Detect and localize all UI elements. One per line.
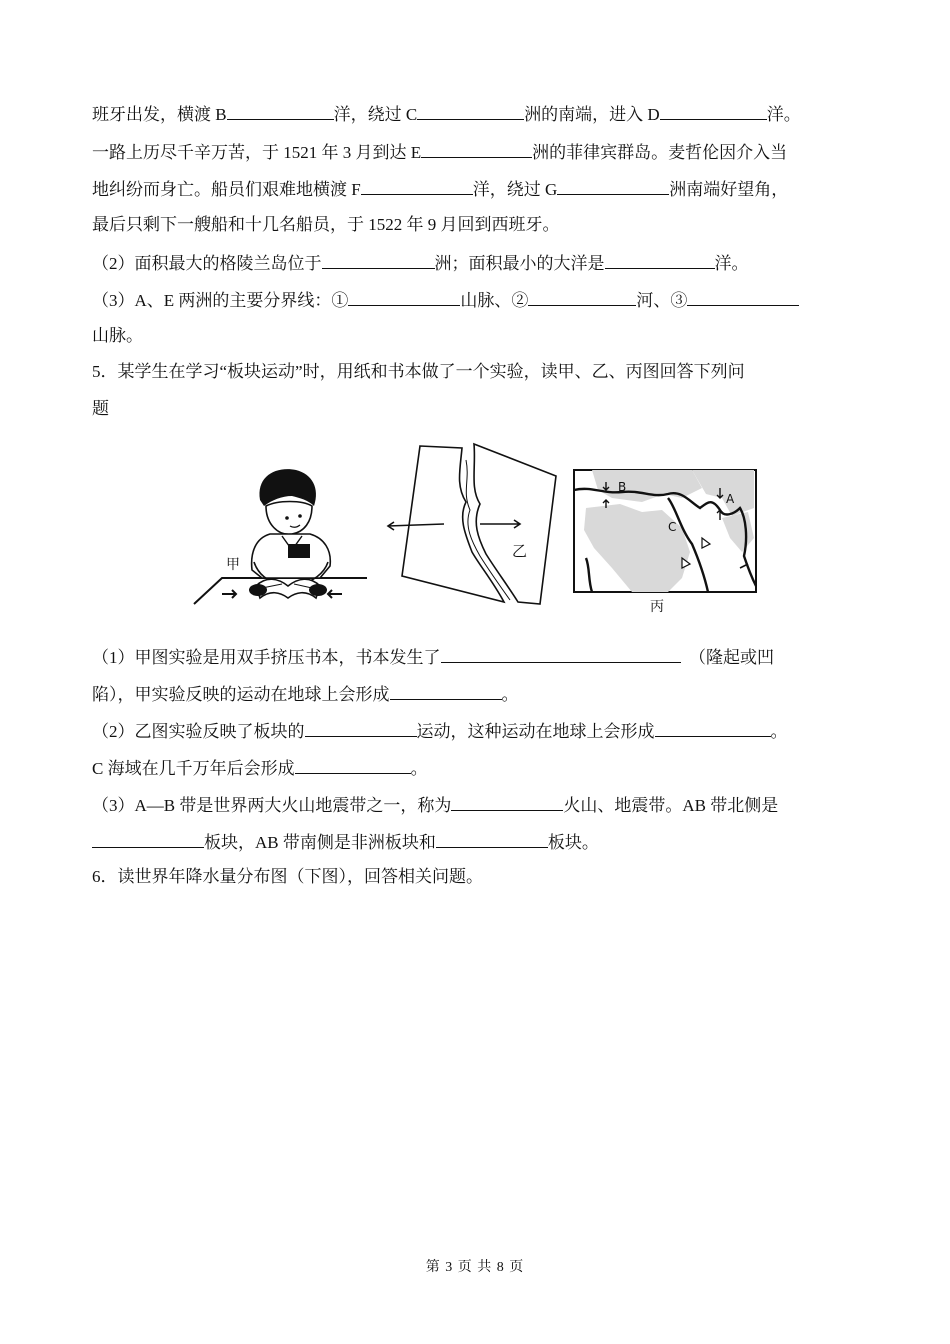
student-pressing-book-illustration <box>192 466 370 608</box>
blank-boundary-2[interactable] <box>528 288 636 306</box>
q5-part-2-line-1: （2）乙图实验反映了板块的 运动，这种运动在地球上会形成 。 <box>92 719 788 743</box>
torn-paper-illustration <box>380 440 570 608</box>
figure-jia <box>192 466 370 608</box>
plate-boundary-map <box>572 468 758 594</box>
q4-line-1: 班牙出发，横渡 B 洋，绕过 C 洲的南端，进入 D 洋。 <box>92 102 801 126</box>
q6-stem: 6．读世界年降水量分布图（下图），回答相关问题。 <box>92 867 483 886</box>
blank-boundary-3[interactable] <box>687 288 799 306</box>
q4-line-2: 一路上历尽千辛万苦，于 1521 年 3 月到达 E 洲的菲律宾群岛。麦哲伦因介入当 <box>92 140 787 164</box>
q4-part-3-end: 山脉。 <box>92 326 143 345</box>
blank-c-continent[interactable] <box>417 102 524 120</box>
blank-g-continent[interactable] <box>557 177 669 195</box>
label-bing: 丙 <box>650 599 664 615</box>
blank-f-ocean[interactable] <box>361 177 473 195</box>
blank-plate-motion[interactable] <box>305 719 417 737</box>
label-c: C <box>668 520 677 534</box>
figure-bing <box>572 468 758 618</box>
blank-smallest-ocean[interactable] <box>605 251 715 269</box>
blank-e-continent[interactable] <box>421 140 532 158</box>
blank-book-result[interactable] <box>441 645 681 663</box>
blank-jia-landform[interactable] <box>390 682 502 700</box>
blank-boundary-1[interactable] <box>348 288 460 306</box>
blank-south-plate[interactable] <box>436 830 548 848</box>
page-footer: 第 3 页 共 8 页 <box>425 1260 525 1275</box>
q4-part-2: （2）面积最大的格陵兰岛位于 洲；面积最小的大洋是 洋。 <box>92 251 749 275</box>
q5-stem-line-1: 5．某学生在学习“板块运动”时，用纸和书本做了一个实验，读甲、乙、丙图回答下列问 <box>92 362 745 381</box>
q5-part-3-line-1: （3）A—B 带是世界两大火山地震带之一，称为 火山、地震带。AB 带北侧是 <box>92 793 778 817</box>
blank-belt-name[interactable] <box>451 793 563 811</box>
q5-part-1-line-1: （1）甲图实验是用双手挤压书本，书本发生了 （隆起或凹 <box>92 645 774 669</box>
blank-b-ocean[interactable] <box>227 102 334 120</box>
blank-d-ocean[interactable] <box>660 102 767 120</box>
label-jia: 甲 <box>226 557 240 573</box>
q5-part-1-line-2: 陷），甲实验反映的运动在地球上会形成 。 <box>92 682 519 706</box>
q5-part-3-line-2: 板块，AB 带南侧是非洲板块和 板块。 <box>92 830 599 854</box>
label-a: A <box>726 492 735 506</box>
blank-yi-landform[interactable] <box>655 719 771 737</box>
q5-part-2-line-2: C 海域在几千万年后会形成 。 <box>92 756 428 780</box>
label-b: B <box>618 480 627 494</box>
blank-greenland-continent[interactable] <box>322 251 435 269</box>
q4-line-3: 地纠纷而身亡。船员们艰难地横渡 F 洋，绕过 G 洲南端好望角， <box>92 177 788 201</box>
label-yi: 乙 <box>512 542 528 560</box>
q5-stem-line-2: 题 <box>92 399 109 418</box>
q4-part-3: （3）A、E 两洲的主要分界线：① 山脉、② 河、③ <box>92 288 799 312</box>
q4-line-4: 最后只剩下一艘船和十几名船员，于 1522 年 9 月回到西班牙。 <box>92 215 560 234</box>
figure-yi <box>380 440 570 608</box>
blank-north-plate[interactable] <box>92 830 204 848</box>
blank-c-sea-future[interactable] <box>295 756 411 774</box>
